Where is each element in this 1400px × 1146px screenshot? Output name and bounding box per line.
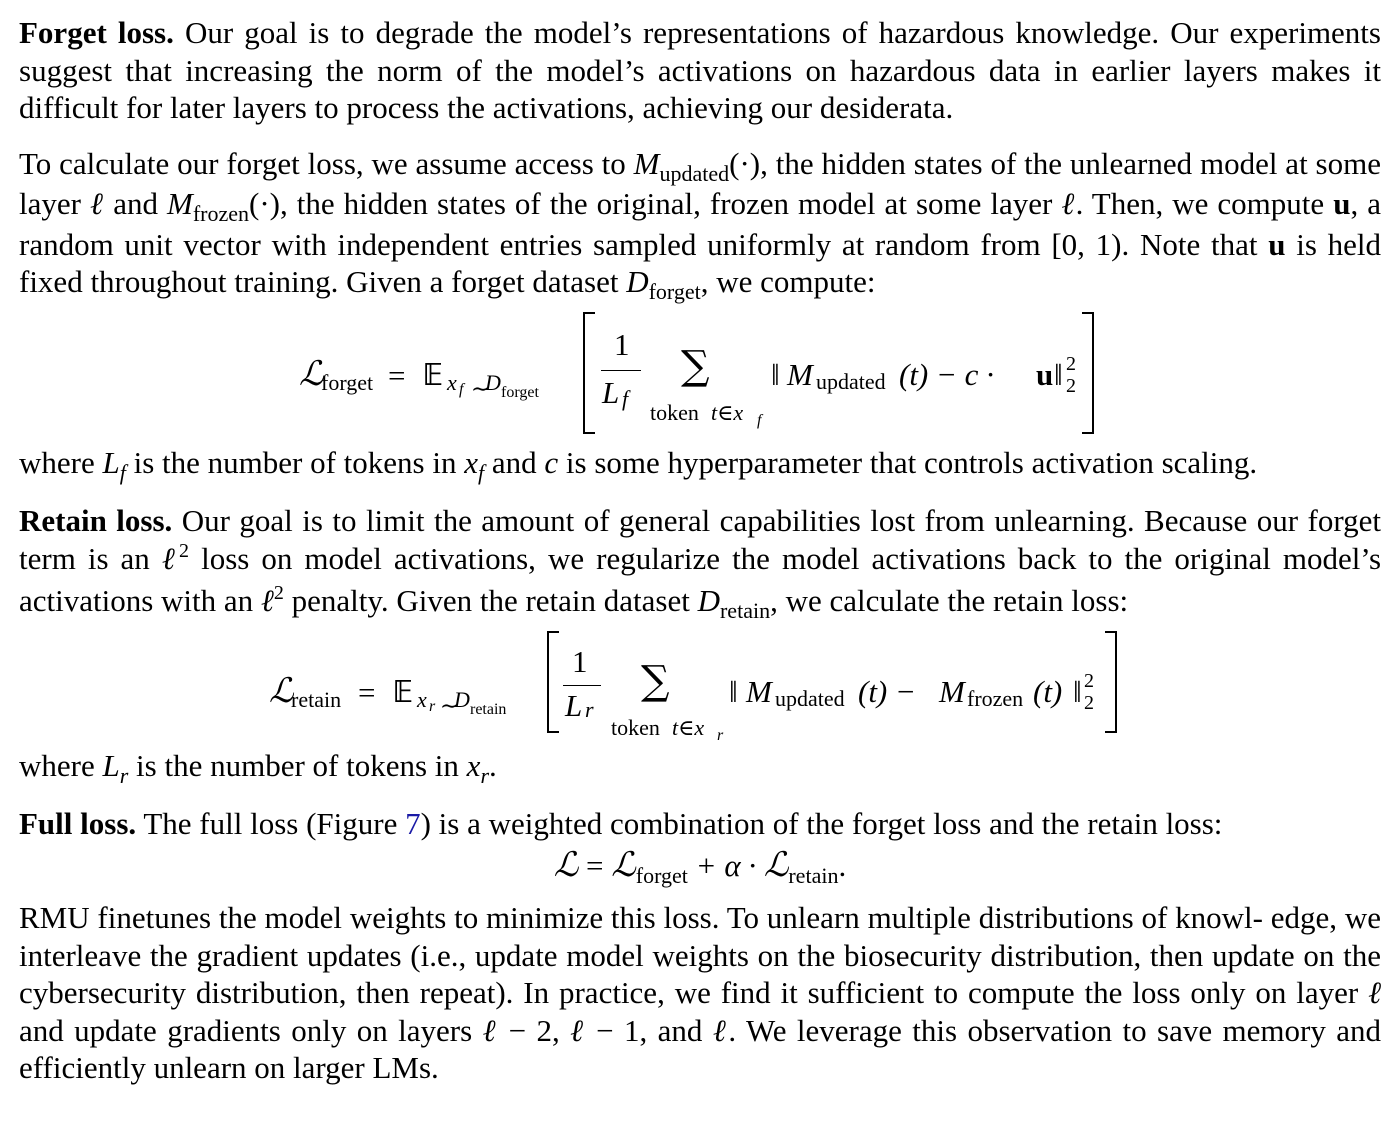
math-sub-r: r [585, 696, 594, 722]
math-L-script: ℒ [299, 353, 324, 394]
text: and [104, 186, 167, 221]
math-norm-close: ‖ [1073, 673, 1082, 709]
math-denominator-L: L [602, 374, 620, 410]
right-bracket [1105, 631, 1117, 733]
rmu-paragraph [19, 899, 1381, 1087]
fraction-line [601, 370, 641, 372]
forget-loss-intro: Our goal is to degrade the model’s representations of hazardous knowledge. Our experiments suggest that increasing the norm of the model’s activations on hazardous data in earlier layers makes it difficult for later layers to process the activations, achieving our desiderata. [19, 15, 1381, 125]
math-interval: [0, 1) [1051, 226, 1122, 262]
math-sub-x: x [417, 686, 427, 712]
full-loss-equation [19, 844, 1381, 888]
math-sup-2: 2 [273, 582, 284, 604]
math-arg: (·) [249, 186, 280, 221]
text: . [838, 847, 847, 883]
math-sub-f: f [119, 459, 126, 485]
math-sub-updated: updated [659, 160, 730, 186]
math-L: L [102, 747, 120, 783]
text: and update gradients only on layers [19, 1012, 483, 1048]
math-D: D [626, 264, 649, 299]
math-sub-D: D [454, 686, 470, 712]
full-loss-heading: Full loss. [19, 806, 137, 841]
text: − 2, [498, 1012, 571, 1048]
text: , a random unit vector with independent entries sampled uniformly at random from [19, 186, 1381, 262]
math-sub-D: D [485, 369, 501, 395]
math-term: (t) − c · [899, 356, 994, 392]
math-ell: ℓ [161, 540, 180, 576]
text: is held fixed throughout training. Given a forget dataset [19, 226, 1381, 299]
text: , the hidden states of the original, frozen model at some layer [279, 186, 1062, 221]
math-L-script: ℒ [553, 844, 579, 885]
math-sub-f: f [478, 459, 485, 485]
text: Our goal is to limit the amount of general capabilities lost from unlearning. Because our forget term is an [19, 503, 1382, 576]
right-bracket [1082, 312, 1094, 434]
math-sub-2: 2 [1084, 691, 1094, 714]
math-ell: ℓ [260, 583, 274, 618]
math-u: u [1333, 186, 1351, 221]
math-sum-sub: r [717, 726, 724, 744]
text: is the number of tokens in [125, 444, 465, 480]
forget-loss-paragraph [19, 14, 1381, 127]
math-sum-index: t∈x [711, 399, 744, 425]
math-L: L [102, 444, 120, 480]
forget-loss-equation [19, 304, 1381, 454]
math-sub-retain-small: retain [470, 700, 507, 718]
math-ell: ℓ [482, 1012, 499, 1048]
math-sub-forget-small: forget [501, 383, 539, 401]
math-c: c [544, 444, 559, 480]
math-numerator: 1 [572, 643, 588, 679]
text: . [489, 747, 497, 783]
math-M: M [166, 186, 193, 221]
text: , the hidden states of the unlearned model at some layer [19, 145, 1381, 221]
text: ) is a weighted combination of the forget loss and the retain loss: [420, 806, 1223, 841]
math-ell: ℓ [1061, 186, 1076, 221]
math-sub-forget: forget [648, 279, 701, 304]
math-M: M [787, 356, 813, 392]
math-sum-token: token [611, 714, 660, 740]
text: is some hyperparameter that controls activation scaling. [558, 444, 1258, 480]
math-norm-close: ‖ [1054, 356, 1063, 392]
math-sub-frozen: frozen [192, 201, 249, 226]
math-norm-open: ‖ [771, 356, 780, 392]
math-sigma: ∑ [681, 342, 710, 389]
math-ell: ℓ [570, 1012, 586, 1048]
math-sub-retain: retain [719, 598, 771, 623]
math-expectation: 𝔼 [423, 357, 444, 393]
math-sum-token: token [650, 399, 699, 425]
text: and [484, 444, 545, 480]
full-loss-paragraph [19, 805, 1381, 843]
text: To calculate our forget loss, we assume access to [19, 145, 634, 181]
math-sub-r: r [119, 762, 129, 788]
text: − 1, and [585, 1012, 713, 1048]
math-sub-x: x [447, 369, 457, 395]
math-ell: ℓ [89, 186, 105, 221]
math-L-script: ℒ [763, 844, 789, 885]
math-ell: ℓ [1368, 975, 1381, 1010]
text: . Then, we compute [1075, 186, 1334, 221]
retain-loss-heading: Retain loss. [19, 503, 173, 538]
math-D: D [697, 583, 720, 618]
math-sup-2: 2 [1084, 669, 1094, 692]
math-plus-alpha: + α · [687, 847, 764, 883]
math-sub-r: r [429, 697, 436, 715]
retain-loss-equation [19, 625, 1381, 773]
math-sigma: ∑ [641, 657, 670, 704]
left-bracket [547, 631, 559, 733]
math-arg: (t) [1033, 673, 1063, 709]
math-sub-frozen: frozen [967, 685, 1024, 711]
math-sub-f: f [459, 380, 464, 398]
retain-loss-paragraph [19, 502, 1381, 625]
math-x: x [464, 444, 478, 480]
math-sim: ∼ [440, 692, 459, 718]
text: . We leverage this observation to save memory and efficiently unlearn on larger LMs. [19, 1012, 1382, 1085]
math-arg: (·) [729, 145, 761, 181]
forget-loss-heading: Forget loss. [19, 15, 174, 50]
text: The full loss (Figure [143, 806, 406, 841]
text: , we calculate the retain loss: [770, 583, 1129, 618]
math-sub-retain: retain [291, 686, 342, 712]
math-sub-r: r [480, 762, 489, 788]
math-sub-updated: updated [775, 685, 845, 711]
math-numerator: 1 [614, 326, 630, 362]
text: where [19, 747, 103, 783]
math-u: u [1036, 356, 1054, 392]
math-equals: = [358, 674, 376, 710]
math-u: u [1268, 226, 1286, 262]
math-M: M [633, 145, 660, 181]
text: . Note that [1121, 226, 1269, 262]
math-norm-open: ‖ [729, 673, 738, 709]
forget-loss-setup-paragraph [19, 145, 1381, 304]
math-sim: ∼ [471, 375, 490, 401]
math-sub-forget: forget [635, 862, 688, 888]
math-sub-forget: forget [321, 369, 374, 395]
math-L-script: ℒ [611, 844, 636, 885]
math-sub-2: 2 [1066, 374, 1076, 397]
math-expectation: 𝔼 [393, 674, 414, 710]
math-sum-sub: f [757, 411, 762, 429]
text: RMU finetunes the model weights to minimize this loss. To unlearn multiple distributions of knowl- edge, we interleave the gradient updates (i.e., update model weights on the biosecurity distribution, then update on the cybersecurity distribution, then repeat). In practice, we find it sufficient to compute the loss only on layer [19, 900, 1381, 1010]
math-L-script: ℒ [269, 670, 294, 711]
math-sup-2: 2 [179, 539, 190, 562]
math-sum-index: t∈x [672, 714, 705, 740]
left-bracket [583, 312, 595, 434]
math-equals: = [388, 357, 406, 393]
figure-link[interactable]: 7 [405, 806, 421, 841]
math-x: x [466, 747, 481, 783]
text: is the number of tokens in [128, 747, 467, 783]
math-sup-2: 2 [1066, 352, 1076, 375]
text: penalty. Given the retain dataset [283, 583, 698, 618]
text: , we compute: [700, 264, 876, 299]
math-sub-updated: updated [816, 368, 886, 394]
text: loss on model activations, we regularize the model activations back to the original model’s activations with an [19, 540, 1382, 618]
math-M: M [939, 673, 965, 709]
text: where [19, 444, 103, 480]
math-ell: ℓ [712, 1012, 729, 1048]
math-M: M [746, 673, 772, 709]
math-equals: = [578, 847, 612, 883]
math-term: (t) − [858, 673, 916, 709]
math-sub-f: f [622, 385, 629, 411]
math-sub-retain: retain [788, 862, 839, 888]
math-denominator-L: L [565, 687, 583, 723]
